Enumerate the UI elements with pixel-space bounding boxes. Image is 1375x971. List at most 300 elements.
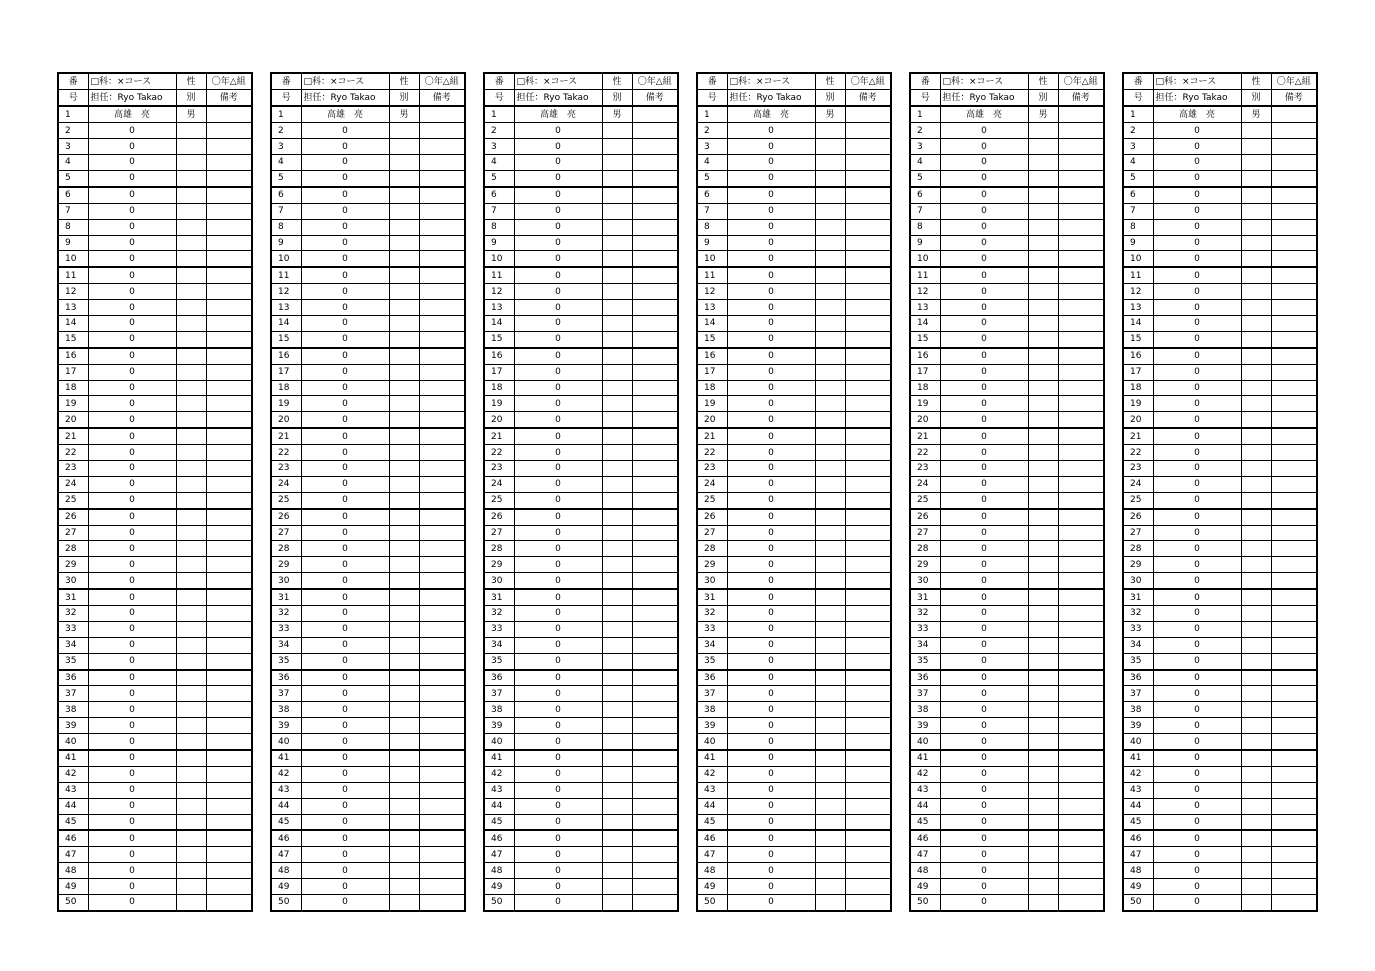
student-gender xyxy=(815,445,845,461)
student-row xyxy=(697,653,891,669)
student-number: 42 xyxy=(58,766,88,782)
student-row xyxy=(58,235,252,251)
student-remarks xyxy=(845,621,891,637)
student-name: 0 xyxy=(727,863,815,879)
student-name: 0 xyxy=(514,203,602,219)
student-name: 0 xyxy=(1153,492,1241,508)
student-gender xyxy=(1241,573,1271,589)
student-remarks xyxy=(632,605,678,621)
student-name: 0 xyxy=(514,798,602,814)
student-remarks xyxy=(1271,364,1317,380)
student-row xyxy=(271,380,465,396)
student-gender xyxy=(602,734,632,750)
student-gender xyxy=(1028,331,1058,347)
student-gender xyxy=(389,331,419,347)
student-name: 0 xyxy=(1153,348,1241,364)
student-row xyxy=(697,541,891,557)
student-remarks xyxy=(1058,348,1104,364)
student-row xyxy=(484,380,678,396)
student-remarks xyxy=(419,525,465,541)
student-row xyxy=(1123,445,1317,461)
student-number: 9 xyxy=(697,235,727,251)
student-name: 0 xyxy=(514,879,602,895)
student-gender xyxy=(389,170,419,186)
student-number: 31 xyxy=(697,589,727,605)
student-name: 0 xyxy=(727,251,815,267)
student-gender xyxy=(1241,766,1271,782)
student-remarks xyxy=(1058,814,1104,830)
student-row xyxy=(58,573,252,589)
student-remarks xyxy=(845,106,891,122)
student-name: 0 xyxy=(1153,702,1241,718)
student-row xyxy=(484,348,678,364)
student-number: 5 xyxy=(484,170,514,186)
student-remarks xyxy=(419,509,465,525)
student-name: 0 xyxy=(301,557,389,573)
student-name: 0 xyxy=(940,509,1028,525)
student-number: 21 xyxy=(697,428,727,444)
student-number: 22 xyxy=(484,445,514,461)
student-row xyxy=(271,315,465,331)
student-row xyxy=(910,798,1104,814)
student-gender xyxy=(389,782,419,798)
student-gender xyxy=(602,863,632,879)
student-name: 0 xyxy=(301,686,389,702)
student-row xyxy=(697,348,891,364)
student-row xyxy=(697,300,891,316)
student-row xyxy=(58,203,252,219)
student-name: 0 xyxy=(301,814,389,830)
student-gender xyxy=(176,331,206,347)
student-row xyxy=(910,445,1104,461)
student-remarks xyxy=(845,509,891,525)
student-name: 0 xyxy=(514,814,602,830)
student-remarks xyxy=(632,219,678,235)
student-number: 49 xyxy=(271,879,301,895)
class-roster-5 xyxy=(909,72,1105,912)
student-gender xyxy=(176,718,206,734)
student-name: 0 xyxy=(1153,718,1241,734)
student-remarks xyxy=(419,637,465,653)
student-row xyxy=(1123,847,1317,863)
student-number: 33 xyxy=(58,621,88,637)
student-name: 0 xyxy=(1153,814,1241,830)
student-name: 0 xyxy=(514,895,602,911)
student-gender xyxy=(602,637,632,653)
student-row xyxy=(58,267,252,283)
student-number: 37 xyxy=(484,686,514,702)
student-gender xyxy=(176,187,206,203)
student-name: 0 xyxy=(727,412,815,428)
student-number: 29 xyxy=(58,557,88,573)
student-gender xyxy=(1241,364,1271,380)
student-row xyxy=(1123,734,1317,750)
student-row xyxy=(910,187,1104,203)
student-remarks xyxy=(1271,284,1317,300)
student-remarks xyxy=(419,766,465,782)
student-number: 27 xyxy=(58,525,88,541)
student-number: 47 xyxy=(697,847,727,863)
student-number: 4 xyxy=(271,155,301,171)
student-name: 0 xyxy=(727,396,815,412)
student-gender xyxy=(1241,830,1271,846)
student-name: 0 xyxy=(727,879,815,895)
student-number: 7 xyxy=(697,203,727,219)
gender-header-top: 性 xyxy=(1241,73,1271,90)
student-gender xyxy=(602,670,632,686)
student-gender xyxy=(176,219,206,235)
student-remarks xyxy=(1058,573,1104,589)
student-gender xyxy=(176,653,206,669)
student-gender xyxy=(815,300,845,316)
student-row xyxy=(910,380,1104,396)
student-number: 40 xyxy=(910,734,940,750)
student-row xyxy=(910,734,1104,750)
student-number: 5 xyxy=(271,170,301,186)
student-name: 0 xyxy=(88,123,176,139)
student-row xyxy=(1123,380,1317,396)
student-name: 0 xyxy=(88,670,176,686)
student-row xyxy=(58,734,252,750)
student-row xyxy=(58,525,252,541)
student-row xyxy=(271,718,465,734)
student-row xyxy=(697,460,891,476)
student-gender xyxy=(389,541,419,557)
student-name: 0 xyxy=(88,348,176,364)
roster-subheader-row xyxy=(697,90,891,107)
student-row xyxy=(271,445,465,461)
student-row xyxy=(697,428,891,444)
student-number: 35 xyxy=(484,653,514,669)
student-name: 0 xyxy=(727,445,815,461)
student-name: 0 xyxy=(727,170,815,186)
student-remarks xyxy=(845,170,891,186)
student-name: 0 xyxy=(514,412,602,428)
student-row xyxy=(58,315,252,331)
student-gender xyxy=(815,863,845,879)
student-row xyxy=(271,170,465,186)
student-number: 46 xyxy=(1123,830,1153,846)
student-name: 0 xyxy=(1153,557,1241,573)
student-name: 0 xyxy=(940,734,1028,750)
student-number: 41 xyxy=(484,750,514,766)
student-number: 48 xyxy=(910,863,940,879)
student-row xyxy=(58,541,252,557)
student-row xyxy=(1123,653,1317,669)
student-remarks xyxy=(632,267,678,283)
student-name: 0 xyxy=(940,525,1028,541)
student-number: 28 xyxy=(271,541,301,557)
student-remarks xyxy=(845,702,891,718)
student-row xyxy=(910,396,1104,412)
student-gender xyxy=(602,686,632,702)
student-remarks xyxy=(1058,509,1104,525)
student-name: 0 xyxy=(1153,605,1241,621)
student-row xyxy=(1123,219,1317,235)
student-row xyxy=(697,187,891,203)
student-number: 25 xyxy=(697,492,727,508)
student-gender xyxy=(1241,686,1271,702)
student-name: 0 xyxy=(727,702,815,718)
student-remarks xyxy=(1058,251,1104,267)
student-remarks xyxy=(1058,798,1104,814)
student-gender xyxy=(1241,235,1271,251)
student-name: 0 xyxy=(301,412,389,428)
student-number: 32 xyxy=(910,605,940,621)
student-row xyxy=(697,412,891,428)
student-gender xyxy=(602,380,632,396)
student-name: 0 xyxy=(727,605,815,621)
student-remarks xyxy=(1271,718,1317,734)
student-number: 14 xyxy=(271,315,301,331)
student-row xyxy=(484,445,678,461)
student-remarks xyxy=(845,364,891,380)
student-name: 0 xyxy=(727,267,815,283)
student-gender xyxy=(602,187,632,203)
student-remarks xyxy=(419,847,465,863)
student-row xyxy=(271,621,465,637)
gender-header-top: 性 xyxy=(176,73,206,90)
gender-header-top: 性 xyxy=(1028,73,1058,90)
student-gender xyxy=(176,315,206,331)
student-number: 15 xyxy=(484,331,514,347)
student-remarks xyxy=(1271,557,1317,573)
student-gender xyxy=(1241,702,1271,718)
student-gender xyxy=(176,396,206,412)
student-name: 0 xyxy=(1153,396,1241,412)
student-remarks xyxy=(1058,106,1104,122)
student-remarks xyxy=(1058,541,1104,557)
student-number: 33 xyxy=(1123,621,1153,637)
student-number: 39 xyxy=(1123,718,1153,734)
student-number: 17 xyxy=(697,364,727,380)
student-gender xyxy=(602,235,632,251)
student-name: 0 xyxy=(301,492,389,508)
student-gender xyxy=(176,412,206,428)
student-gender xyxy=(176,235,206,251)
student-remarks xyxy=(1058,315,1104,331)
student-remarks xyxy=(1271,267,1317,283)
student-number: 7 xyxy=(484,203,514,219)
student-row xyxy=(910,509,1104,525)
student-gender xyxy=(176,492,206,508)
student-number: 27 xyxy=(910,525,940,541)
student-gender xyxy=(815,251,845,267)
student-number: 41 xyxy=(697,750,727,766)
student-gender xyxy=(1028,396,1058,412)
student-remarks xyxy=(1058,331,1104,347)
student-row xyxy=(484,106,678,122)
student-remarks xyxy=(632,670,678,686)
student-number: 26 xyxy=(1123,509,1153,525)
student-number: 39 xyxy=(271,718,301,734)
student-gender xyxy=(815,123,845,139)
student-gender xyxy=(389,605,419,621)
student-gender xyxy=(389,348,419,364)
student-remarks xyxy=(419,718,465,734)
student-gender xyxy=(389,653,419,669)
student-remarks xyxy=(632,766,678,782)
student-row xyxy=(58,589,252,605)
student-number: 48 xyxy=(58,863,88,879)
class-header: 〇年△組 xyxy=(845,73,891,90)
student-number: 30 xyxy=(910,573,940,589)
student-name: 0 xyxy=(1153,863,1241,879)
student-remarks xyxy=(632,315,678,331)
student-row xyxy=(697,702,891,718)
student-name: 0 xyxy=(88,251,176,267)
student-name: 0 xyxy=(940,428,1028,444)
student-number: 13 xyxy=(484,300,514,316)
student-number: 9 xyxy=(271,235,301,251)
student-remarks xyxy=(1058,686,1104,702)
student-number: 1 xyxy=(697,106,727,122)
student-name: 0 xyxy=(301,251,389,267)
student-number: 20 xyxy=(484,412,514,428)
student-name: 0 xyxy=(514,139,602,155)
student-gender xyxy=(389,267,419,283)
student-row xyxy=(910,670,1104,686)
student-row xyxy=(910,155,1104,171)
student-number: 32 xyxy=(697,605,727,621)
student-remarks xyxy=(845,718,891,734)
student-number: 28 xyxy=(697,541,727,557)
student-remarks xyxy=(419,331,465,347)
student-row xyxy=(910,331,1104,347)
student-number: 36 xyxy=(697,670,727,686)
student-number: 42 xyxy=(1123,766,1153,782)
student-row xyxy=(271,492,465,508)
student-number: 45 xyxy=(271,814,301,830)
student-name: 0 xyxy=(88,879,176,895)
student-row xyxy=(1123,331,1317,347)
student-row xyxy=(1123,251,1317,267)
student-remarks xyxy=(845,798,891,814)
student-remarks xyxy=(206,541,252,557)
roster-subheader-row xyxy=(910,90,1104,107)
student-remarks xyxy=(632,798,678,814)
student-name: 0 xyxy=(88,734,176,750)
student-name: 0 xyxy=(727,509,815,525)
student-name: 0 xyxy=(514,380,602,396)
student-gender xyxy=(1028,750,1058,766)
student-remarks xyxy=(206,445,252,461)
student-number: 15 xyxy=(58,331,88,347)
student-name: 0 xyxy=(1153,251,1241,267)
student-name: 0 xyxy=(514,766,602,782)
student-row xyxy=(271,863,465,879)
student-number: 31 xyxy=(271,589,301,605)
student-row xyxy=(697,863,891,879)
student-name: 0 xyxy=(301,364,389,380)
student-gender xyxy=(815,492,845,508)
student-number: 47 xyxy=(484,847,514,863)
student-number: 49 xyxy=(910,879,940,895)
student-remarks xyxy=(1271,782,1317,798)
student-remarks xyxy=(206,605,252,621)
student-gender xyxy=(602,300,632,316)
student-row xyxy=(697,573,891,589)
student-row xyxy=(1123,557,1317,573)
student-number: 12 xyxy=(271,284,301,300)
student-row xyxy=(484,155,678,171)
student-number: 29 xyxy=(271,557,301,573)
student-name: 0 xyxy=(940,766,1028,782)
number-header-top: 番 xyxy=(484,73,514,90)
student-gender xyxy=(389,380,419,396)
student-row xyxy=(58,396,252,412)
student-number: 46 xyxy=(58,830,88,846)
student-remarks xyxy=(1058,750,1104,766)
student-name: 0 xyxy=(1153,428,1241,444)
student-row xyxy=(1123,637,1317,653)
student-name: 0 xyxy=(514,573,602,589)
student-remarks xyxy=(632,589,678,605)
student-gender xyxy=(1241,203,1271,219)
student-gender xyxy=(389,686,419,702)
student-number: 49 xyxy=(58,879,88,895)
student-row xyxy=(484,251,678,267)
student-row xyxy=(910,412,1104,428)
student-name: 0 xyxy=(1153,670,1241,686)
student-remarks xyxy=(206,300,252,316)
student-remarks xyxy=(1058,492,1104,508)
student-row xyxy=(484,830,678,846)
student-number: 47 xyxy=(1123,847,1153,863)
student-row xyxy=(910,315,1104,331)
student-gender xyxy=(602,155,632,171)
student-number: 8 xyxy=(910,219,940,235)
student-gender xyxy=(815,653,845,669)
student-number: 11 xyxy=(484,267,514,283)
student-number: 4 xyxy=(484,155,514,171)
student-row xyxy=(484,782,678,798)
student-gender xyxy=(1241,509,1271,525)
student-row xyxy=(1123,750,1317,766)
student-name: 0 xyxy=(301,139,389,155)
student-number: 23 xyxy=(910,460,940,476)
student-number: 34 xyxy=(58,637,88,653)
student-row xyxy=(58,782,252,798)
student-name: 0 xyxy=(88,492,176,508)
student-number: 19 xyxy=(697,396,727,412)
student-number: 49 xyxy=(484,879,514,895)
student-remarks xyxy=(206,879,252,895)
student-name: 0 xyxy=(940,235,1028,251)
student-gender xyxy=(1028,830,1058,846)
student-remarks xyxy=(206,331,252,347)
student-name: 0 xyxy=(940,589,1028,605)
student-gender xyxy=(176,445,206,461)
student-number: 40 xyxy=(697,734,727,750)
student-number: 10 xyxy=(1123,251,1153,267)
student-gender xyxy=(176,364,206,380)
student-remarks xyxy=(206,348,252,364)
student-name: 0 xyxy=(514,396,602,412)
student-gender xyxy=(815,718,845,734)
student-row xyxy=(1123,541,1317,557)
student-name: 0 xyxy=(301,589,389,605)
student-row xyxy=(484,653,678,669)
student-row xyxy=(58,670,252,686)
student-name: 0 xyxy=(514,670,602,686)
student-remarks xyxy=(419,863,465,879)
student-gender xyxy=(1028,637,1058,653)
student-name: 0 xyxy=(1153,734,1241,750)
student-name: 0 xyxy=(940,123,1028,139)
student-name: 0 xyxy=(88,267,176,283)
student-name: 0 xyxy=(940,251,1028,267)
